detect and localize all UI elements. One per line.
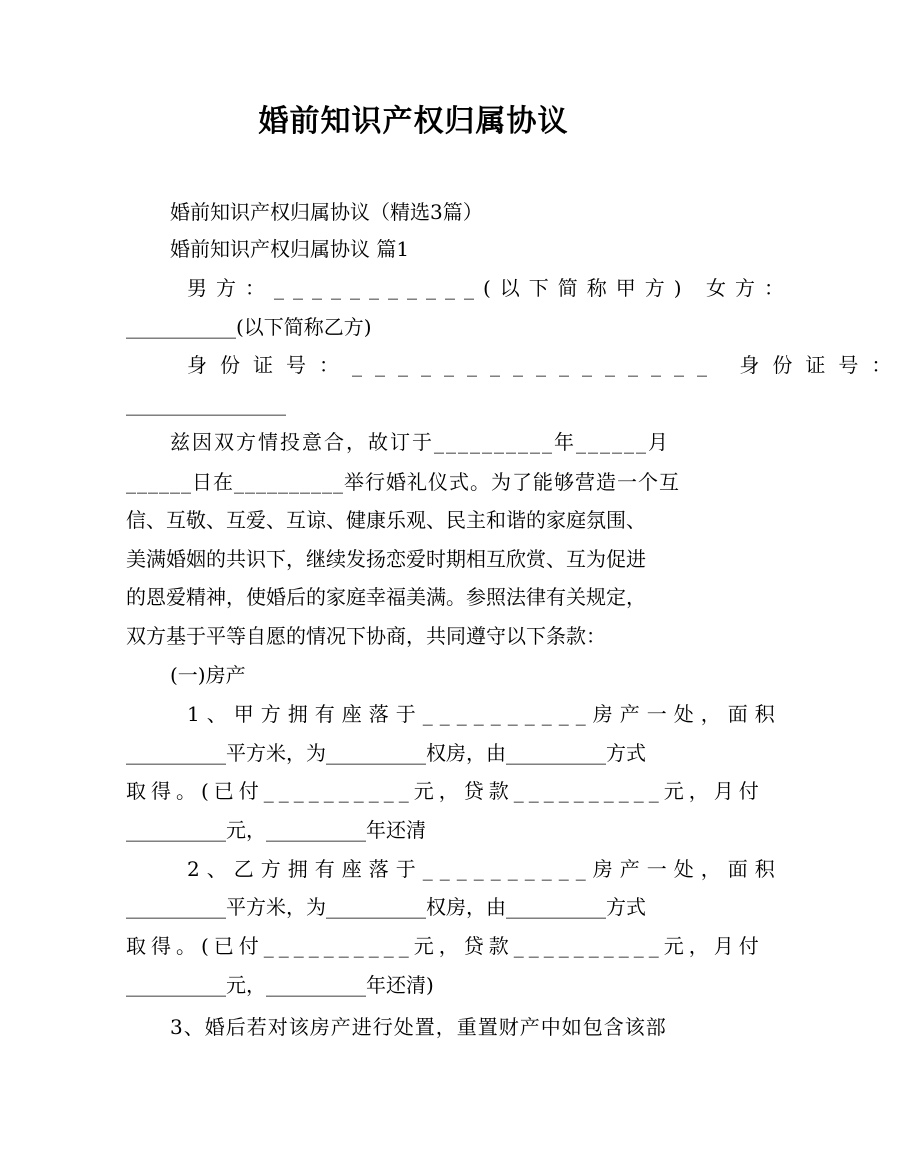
document-title: 婚前知识产权归属协议 bbox=[258, 104, 569, 139]
clause-line: __________平方米，为__________权房，由__________方式 bbox=[126, 741, 646, 765]
paragraph-line: 美满婚姻的共识下，继续发扬恋爱时期相互欣赏、互为促进 bbox=[126, 547, 646, 571]
id-line: 身份证号：________________ 身份证号： bbox=[187, 353, 904, 377]
paragraph-line: 的恩爱精神，使婚后的家庭幸福美满。参照法律有关规定， bbox=[126, 585, 646, 609]
clause-line: __________元，__________年还清 bbox=[126, 818, 426, 842]
id-line-cont: ________________ bbox=[126, 392, 286, 416]
clause-line: 3、婚后若对该房产进行处置，重置财产中如包含该部 bbox=[170, 1015, 667, 1039]
clause-line: __________平方米，为__________权房，由__________方式 bbox=[126, 895, 646, 919]
clause-line: 取得。(已付__________元，贷款__________元，月付 bbox=[126, 779, 764, 803]
clause-line: 1、甲方拥有座落于__________房产一处，面积 bbox=[187, 702, 782, 726]
clause-line: __________元，__________年还清) bbox=[126, 973, 434, 997]
paragraph-line: 双方基于平等自愿的情况下协商，共同遵守以下条款： bbox=[126, 624, 606, 648]
section-heading: 婚前知识产权归属协议 篇1 bbox=[170, 237, 410, 261]
paragraph-line: 信、互敬、互爱、互谅、健康乐观、民主和谐的家庭氛围、 bbox=[126, 508, 646, 532]
clause-line: 取得。(已付__________元，贷款__________元，月付 bbox=[126, 934, 764, 958]
clause-heading: (一)房产 bbox=[170, 663, 246, 687]
paragraph-line: 兹因双方情投意合，故订于__________年______月 bbox=[170, 430, 670, 454]
paragraph-line: ______日在__________举行婚礼仪式。为了能够营造一个互 bbox=[126, 470, 680, 494]
clause-line: 2、乙方拥有座落于__________房产一处，面积 bbox=[187, 857, 782, 881]
party-line: 男方：___________(以下简称甲方) 女方： bbox=[187, 276, 793, 300]
subtitle-line: 婚前知识产权归属协议（精选3篇） bbox=[170, 200, 483, 224]
party-line-cont: ___________(以下简称乙方) bbox=[126, 315, 372, 339]
